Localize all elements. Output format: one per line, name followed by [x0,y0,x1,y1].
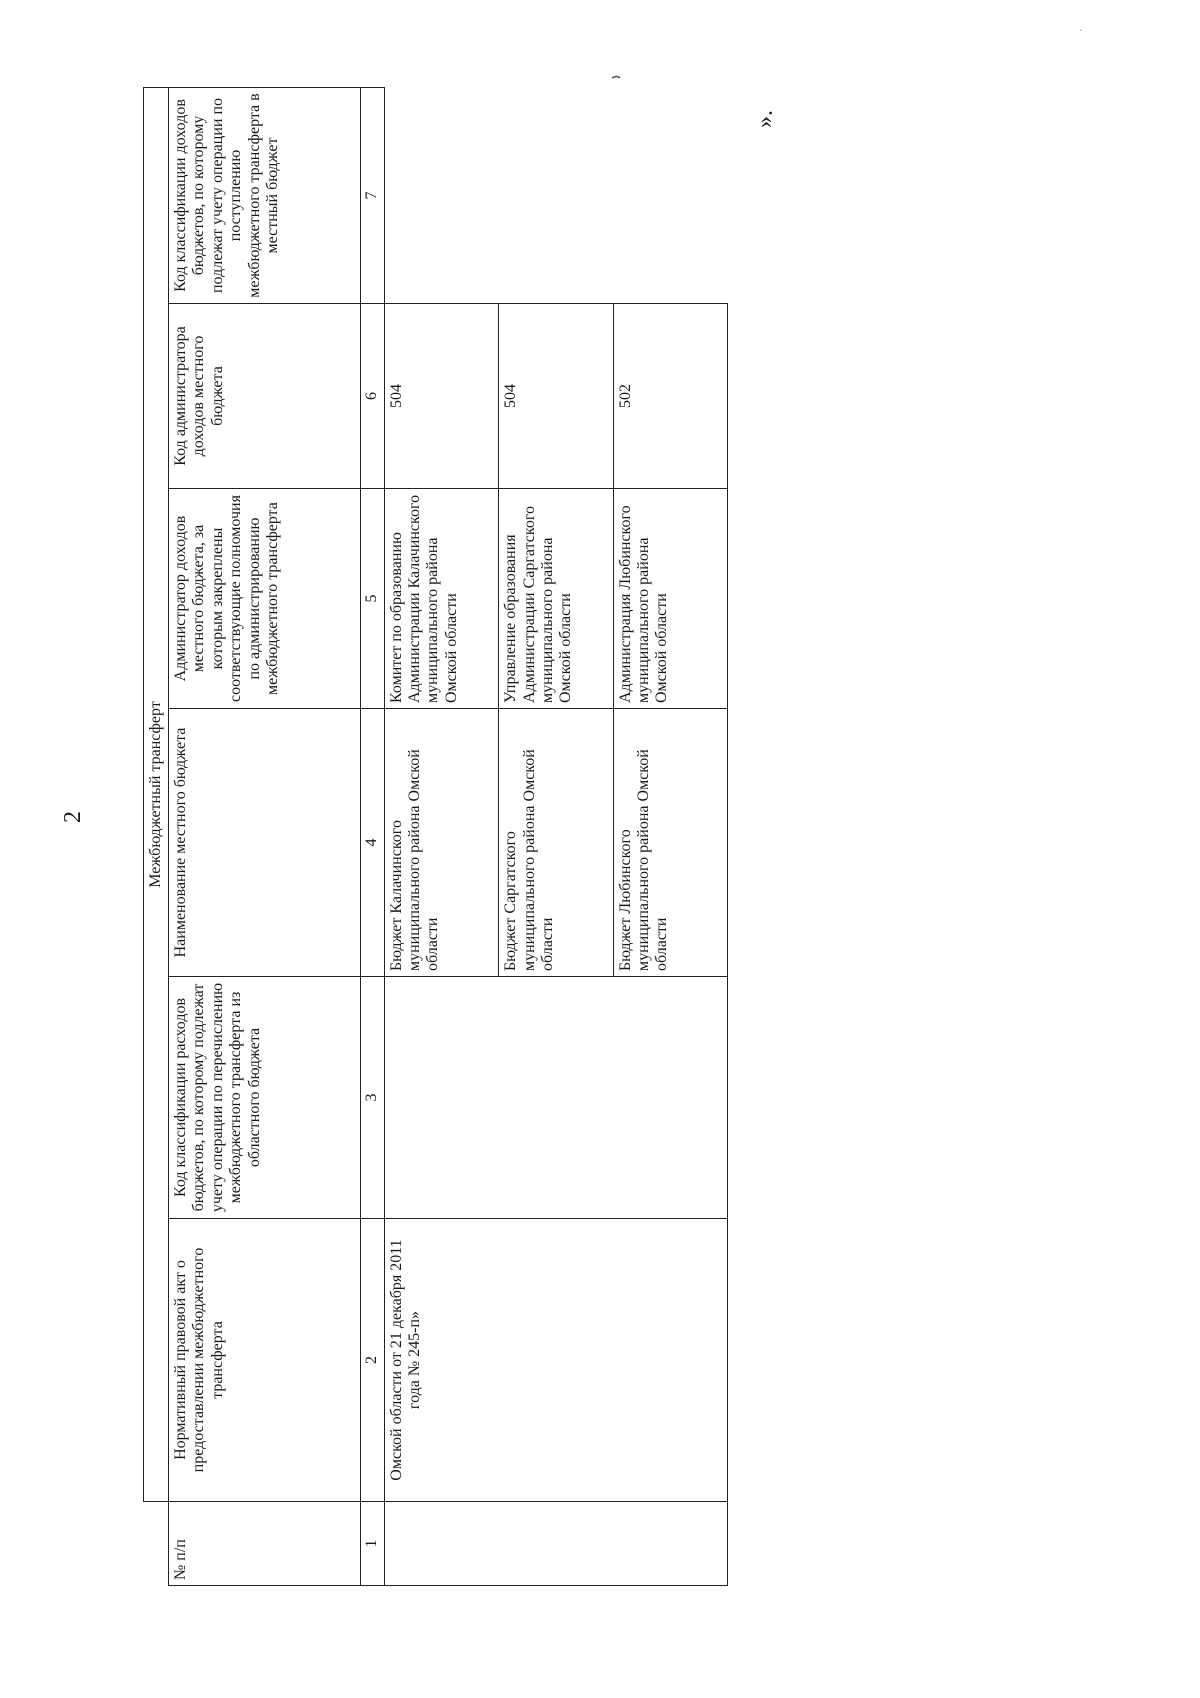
scan-speck [612,77,620,79]
column-number: 2 [361,1219,385,1502]
scan-speck [1080,29,1082,31]
header-expense-code: Код классификации расходов бюджетов, по которому подлежат учету операции по перечислению межбюджетного трансферта из областного бюджета [169,977,361,1219]
admin-code-cell: 504 [499,304,613,489]
legal-act-cell: Омской области от 21 декабря 2011 года № 245-п» [384,1219,727,1502]
column-number: 6 [361,304,385,489]
header-legal-act: Нормативный правовой акт о предоставлении межбюджетного трансферта [169,1219,361,1502]
admin-code-cell: 502 [613,304,727,489]
transfer-table-container [143,88,728,1586]
row-number-cell [384,1502,727,1586]
transfer-table [143,87,728,1586]
column-number: 7 [361,87,385,303]
column-number: 5 [361,489,385,709]
income-code-cell [384,87,727,303]
header-income-code: Код классификации доходов бюджетов, по которому подлежат учету операции по поступлению межбюджетного трансферта в местный бюджет [169,87,361,303]
administrator-cell: Комитет по образованию Администрации Калачинского муниципального района Омской области [384,489,498,709]
page-number: 2 [60,811,86,823]
column-number: 1 [361,1502,385,1586]
column-number: 4 [361,709,385,977]
table-row [384,87,498,1585]
administrator-cell: Администрация Любинского муниципального района Омской области [613,489,727,709]
header-number: № п/п [169,1502,361,1586]
header-admin-code: Код администратора доходов местного бюджета [169,304,361,489]
expense-code-cell [384,977,727,1219]
budget-name-cell: Бюджет Калачинского муниципального района Омской области [384,709,498,977]
budget-name-cell: Бюджет Любинского муниципального района Омской области [613,709,727,977]
budget-name-cell: Бюджет Саргатского муниципального района Омской области [499,709,613,977]
header-administrator: Администратор доходов местного бюджета, за которым закреплены соответствующие полномочия по администрированию межбюджетного трансферта [169,489,361,709]
group-title: Межбюджетный трансферт [144,87,169,1501]
closing-quote-mark: ». [752,110,778,128]
administrator-cell: Управление образования Администрации Саргатского муниципального района Омской области [499,489,613,709]
column-number: 3 [361,977,385,1219]
header-budget-name: Наименование местного бюджета [169,709,361,977]
admin-code-cell: 504 [384,304,498,489]
